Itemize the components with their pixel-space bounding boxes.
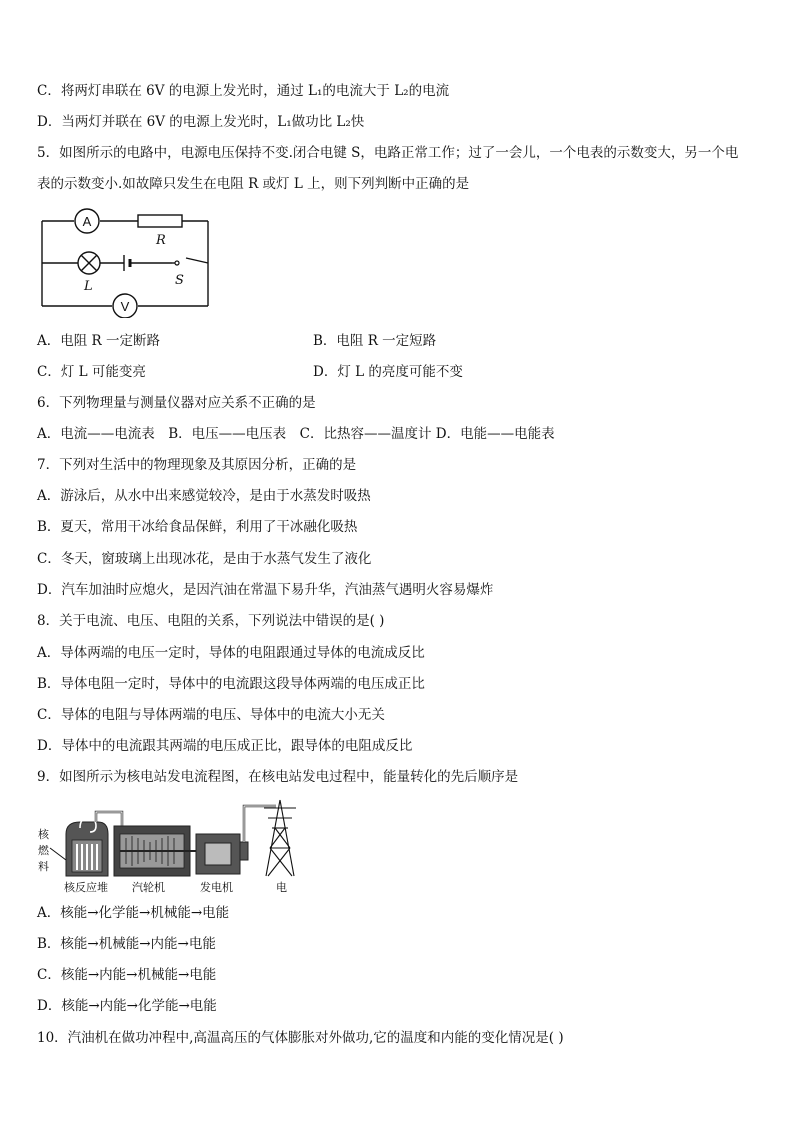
q8-option-a: A．导体两端的电压一定时，导体的电阻跟通过导体的电流成反比: [37, 645, 425, 661]
switch-label: S: [175, 273, 184, 288]
nuclear-plant-figure: [36, 798, 326, 896]
q7-option-d: D．汽车加油时应熄火，是因汽油在常温下易升华，汽油蒸气遇明火容易爆炸: [37, 582, 494, 598]
q9-stem: 9．如图所示为核电站发电流程图，在核电站发电过程中，能量转化的先后顺序是: [37, 769, 519, 785]
q4-option-d: D．当两灯并联在 6V 的电源上发光时，L₁做功比 L₂快: [37, 114, 365, 130]
q7-option-a: A．游泳后，从水中出来感觉较冷，是由于水蒸发时吸热: [37, 488, 371, 504]
q5-option-a: A．电阻 R 一定断路: [37, 333, 160, 349]
ammeter-label: A: [82, 214, 92, 229]
q7-option-b: B．夏天，常用干冰给食品保鲜，利用了干冰融化吸热: [37, 519, 358, 535]
q5-stem-line2: 表的示数变小.如故障只发生在电阻 R 或灯 L 上，则下列判断中正确的是: [37, 176, 470, 192]
power-tower-icon: [264, 800, 296, 876]
q5-option-b: B．电阻 R 一定短路: [313, 333, 437, 349]
q7-stem: 7．下列对生活中的物理现象及其原因分析，正确的是: [37, 457, 357, 473]
turbine-label: 汽轮机: [132, 881, 165, 894]
circuit-diagram: [38, 206, 214, 318]
fuel-label-2: 燃: [38, 844, 49, 857]
generator-icon: [196, 834, 248, 874]
q9-option-b: B．核能→机械能→内能→电能: [37, 936, 216, 952]
fuel-label-1: 核: [38, 828, 49, 841]
q5-option-d: D．灯 L 的亮度可能不变: [313, 364, 463, 380]
q6-stem: 6．下列物理量与测量仪器对应关系不正确的是: [37, 395, 316, 411]
reactor-icon: [66, 818, 108, 876]
q8-option-d: D．导体中的电流跟其两端的电压成正比，跟导体的电阻成反比: [37, 738, 413, 754]
switch-icon: [175, 261, 179, 265]
fuel-label-3: 料: [38, 860, 49, 873]
voltmeter-label: V: [120, 299, 130, 314]
generator-label: 发电机: [200, 881, 233, 894]
q5-option-c: C．灯 L 可能变亮: [37, 364, 146, 380]
q9-option-a: A．核能→化学能→机械能→电能: [37, 905, 230, 921]
q5-stem-line1: 5．如图所示的电路中，电源电压保持不变.闭合电键 S，电路正常工作；过了一会儿，一个电表的示数变大，另一个电: [37, 145, 739, 161]
electricity-label: 电: [276, 881, 287, 894]
q8-stem: 8．关于电流、电压、电阻的关系，下列说法中错误的是( ): [37, 613, 385, 629]
q8-option-c: C．导体的电阻与导体两端的电压、导体中的电流大小无关: [37, 707, 385, 723]
resistor-icon: [138, 215, 182, 227]
lamp-label: L: [84, 279, 93, 294]
q9-option-c: C．核能→内能→机械能→电能: [37, 967, 217, 983]
turbine-icon: [114, 826, 196, 876]
q9-option-d: D．核能→内能→化学能→电能: [37, 998, 217, 1014]
resistor-label: R: [156, 233, 166, 248]
q6-options: A．电流——电流表 B．电压——电压表 C．比热容——温度计 D．电能——电能表: [37, 426, 555, 442]
q4-option-c: C．将两灯串联在 6V 的电源上发光时，通过 L₁的电流大于 L₂的电流: [37, 83, 450, 99]
q8-option-b: B．导体电阻一定时，导体中的电流跟这段导体两端的电压成正比: [37, 676, 425, 692]
q10-stem: 10．汽油机在做功冲程中,高温高压的气体膨胀对外做功,它的温度和内能的变化情况是( ): [37, 1030, 564, 1046]
q7-option-c: C．冬天，窗玻璃上出现冰花，是由于水蒸气发生了液化: [37, 551, 372, 567]
reactor-label: 核反应堆: [64, 881, 108, 894]
